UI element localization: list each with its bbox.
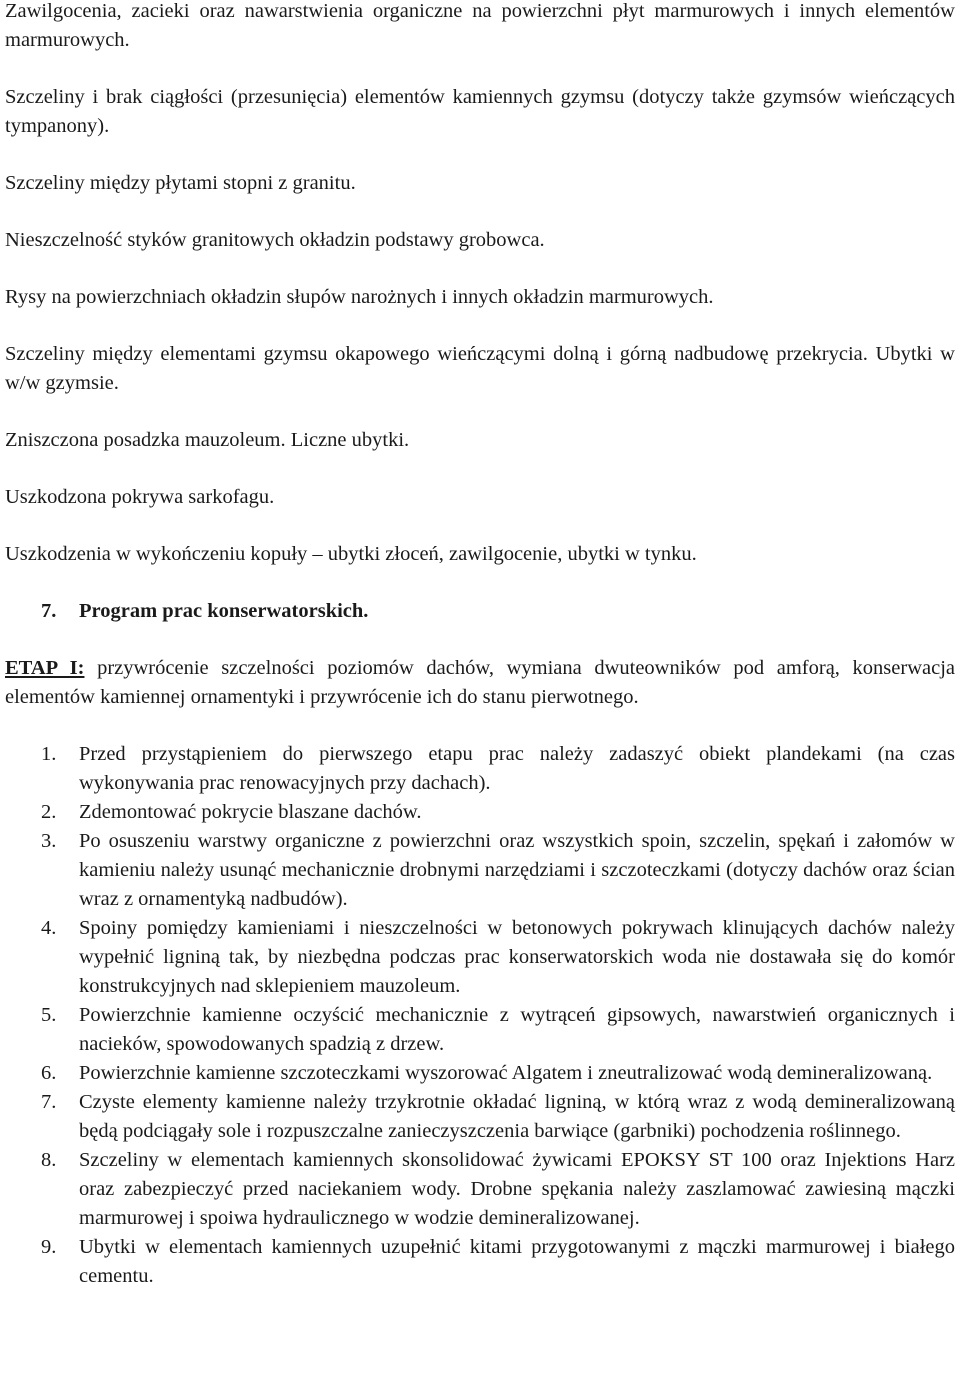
etap-paragraph	[5, 654, 955, 712]
damage-paragraph-7: Zniszczona posadzka mauzoleum. Liczne ubytki.	[5, 429, 410, 451]
etap-text: przywrócenie szczelności poziomów dachów, wymiana dwuteowników pod amforą, konserwacja elementów kamiennej ornamentyki i przywrócenie ich do stanu pierwotnego.	[5, 657, 955, 708]
list-item	[5, 798, 955, 827]
step-number: 5.	[41, 1004, 57, 1026]
step-text: Ubytki w elementach kamiennych uzupełnić kitami przygotowanymi z mączki marmurowej i białego cementu.	[79, 1236, 955, 1287]
damage-paragraph-5: Rysy na powierzchniach okładzin słupów narożnych i innych okładzin marmurowych.	[5, 286, 714, 308]
step-text: Czyste elementy kamienne należy trzykrotnie okładać ligniną, w którą wraz z wodą demineralizowaną będą podciągały sole i rozpuszczalne zanieczyszczenia barwiące (garbniki) pochodzenia roślinnego.	[79, 1091, 955, 1142]
list-item	[5, 740, 955, 798]
step-number: 3.	[41, 830, 57, 852]
list-item	[5, 1059, 955, 1088]
step-text: Przed przystąpieniem do pierwszego etapu prac należy zadaszyć obiekt plandekami (na czas wykonywania prac renowacyjnych przy dachach).	[79, 743, 955, 794]
damage-paragraph-1: Zawilgocenia, zacieki oraz nawarstwienia organiczne na powierzchni płyt marmurowych i innych elementów marmurowych.	[5, 0, 955, 51]
damage-paragraph-3: Szczeliny między płytami stopni z granitu.	[5, 172, 356, 194]
step-text: Po osuszeniu warstwy organiczne z powierzchni oraz wszystkich spoin, szczelin, spękań i załomów w kamieniu należy usunąć mechanicznie drobnymi narzędziami i szczoteczkami (dotyczy dachów oraz ścian wraz z ornamentyką nadbudów).	[79, 830, 955, 910]
step-text: Powierzchnie kamienne szczoteczkami wyszorować Algatem i zneutralizować wodą demineralizowaną.	[79, 1062, 933, 1084]
damage-paragraph-9: Uszkodzenia w wykończeniu kopuły – ubytki złoceń, zawilgocenie, ubytki w tynku.	[5, 543, 697, 565]
step-text: Powierzchnie kamienne oczyścić mechanicznie z wytrąceń gipsowych, nawarstwień organicznych i nacieków, spowodowanych spadzią z drzew.	[79, 1004, 955, 1055]
list-item	[5, 1146, 955, 1233]
step-number: 2.	[41, 801, 57, 823]
damage-paragraph-6: Szczeliny między elementami gzymsu okapowego wieńczącymi dolną i górną nadbudowę przekrycia. Ubytki w w/w gzymsie.	[5, 343, 955, 394]
damage-paragraph-2: Szczeliny i brak ciągłości (przesunięcia) elementów kamiennych gzymsu (dotyczy także gzymsów wieńczących tympanony).	[5, 86, 955, 137]
step-number: 9.	[41, 1236, 57, 1258]
step-number: 8.	[41, 1149, 57, 1171]
list-item	[5, 1001, 955, 1059]
step-text: Zdemontować pokrycie blaszane dachów.	[79, 801, 422, 823]
damage-paragraph-4: Nieszczelność styków granitowych okładzin podstawy grobowca.	[5, 229, 545, 251]
steps-list	[5, 740, 955, 1291]
list-item	[5, 914, 955, 1001]
document-page	[5, 0, 955, 1291]
section-number: 7.	[41, 600, 57, 622]
step-number: 6.	[41, 1062, 57, 1084]
step-text: Szczeliny w elementach kamiennych skonsolidować żywicami EPOKSY ST 100 oraz Injektions Harz oraz zabezpieczyć przed naciekaniem wody. Drobne spękania należy zaszlamować zawiesiną mączki marmurowej i spoiwa hydraulicznego w wodzie demineralizowanej.	[79, 1149, 955, 1229]
list-item	[5, 1233, 955, 1291]
list-item	[5, 827, 955, 914]
step-number: 7.	[41, 1091, 57, 1113]
step-number: 4.	[41, 917, 57, 939]
section-heading	[41, 597, 955, 626]
section-title: Program prac konserwatorskich.	[79, 600, 369, 622]
step-text: Spoiny pomiędzy kamieniami i nieszczelności w betonowych pokrywach klinujących dachów należy wypełnić ligniną tak, by niezbędna podczas prac konserwatorskich woda nie dostawała się do komór konstrukcyjnych nad sklepieniem mauzoleum.	[79, 917, 955, 997]
etap-label: ETAP I:	[5, 657, 85, 679]
list-item	[5, 1088, 955, 1146]
step-number: 1.	[41, 743, 57, 765]
damage-paragraph-8: Uszkodzona pokrywa sarkofagu.	[5, 486, 275, 508]
